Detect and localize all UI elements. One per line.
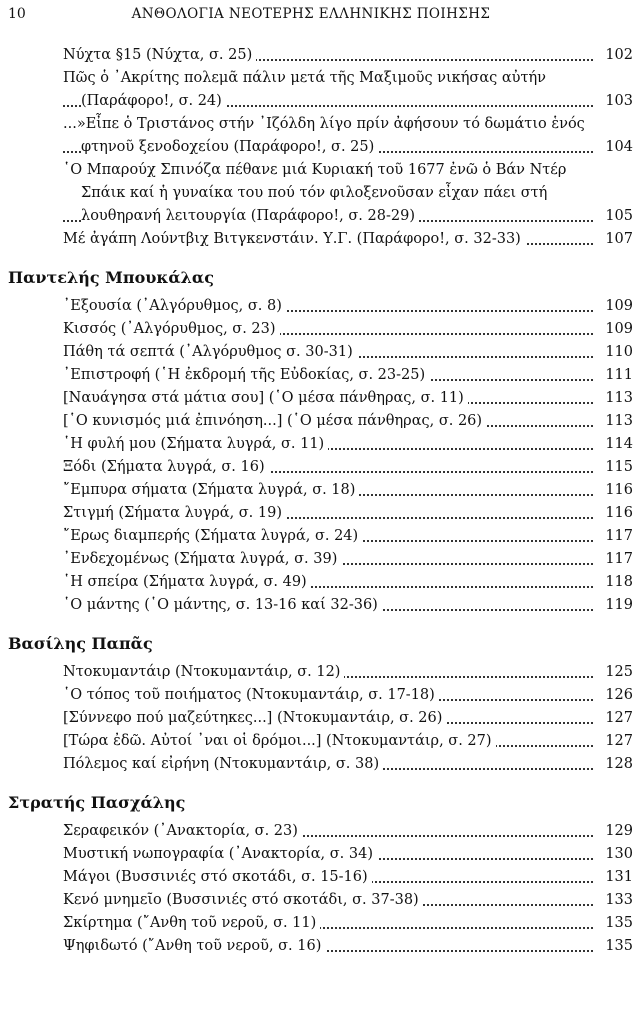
toc-entry bbox=[63, 571, 633, 594]
entry-title: ῎Εμπυρα σήματα (Σήματα λυγρά, σ. 18) bbox=[63, 482, 359, 498]
entry-page-number: 116 bbox=[601, 479, 633, 502]
entry-page-number: 111 bbox=[601, 364, 633, 387]
toc-entry bbox=[63, 912, 633, 935]
entry-page-number: 103 bbox=[601, 90, 633, 113]
entry-title: Ψηφιδωτό (῎Ανθη τοῦ νεροῦ, σ. 16) bbox=[63, 938, 325, 954]
entry-title: Σκίρτημα (῎Ανθη τοῦ νεροῦ, σ. 11) bbox=[63, 915, 320, 931]
toc-entry bbox=[63, 364, 633, 387]
entry-title: Μυστική νωπογραφία (᾿Ανακτορία, σ. 34) bbox=[63, 846, 377, 862]
toc-entry bbox=[63, 502, 633, 525]
toc-entry bbox=[63, 866, 633, 889]
entry-page-number: 115 bbox=[601, 456, 633, 479]
toc-entry bbox=[63, 730, 633, 753]
toc-entry bbox=[63, 594, 633, 617]
toc-entry bbox=[63, 159, 633, 228]
toc-entry bbox=[63, 433, 633, 456]
entry-page-number: 107 bbox=[601, 228, 633, 251]
toc-entry bbox=[63, 228, 633, 251]
toc-entry bbox=[63, 935, 633, 958]
toc-entry bbox=[63, 410, 633, 433]
toc-entry bbox=[63, 753, 633, 776]
entry-page-number: 113 bbox=[601, 410, 633, 433]
entry-page-number: 104 bbox=[601, 136, 633, 159]
entry-page-number: 126 bbox=[601, 684, 633, 707]
toc-entry bbox=[63, 67, 633, 113]
entry-title: Πόλεμος καί εἰρήνη (Ντοκυμαντάιρ, σ. 38) bbox=[63, 756, 383, 772]
entry-title: Κισσός (᾿Αλγόρυθμος, σ. 23) bbox=[63, 321, 280, 337]
toc-entry bbox=[63, 684, 633, 707]
book-title: ΑΝΘΟΛΟΓΙΑ ΝΕΟΤΕΡΗΣ ΕΛΛΗΝΙΚΗΣ ΠΟΙΗΣΗΣ bbox=[131, 6, 491, 22]
entry-title: [Σύννεφο πού μαζεύτηκες...] (Ντοκυμαντάιρ, σ. 26) bbox=[63, 710, 446, 726]
page-number: 10 bbox=[8, 6, 26, 22]
entry-page-number: 109 bbox=[601, 295, 633, 318]
entry-title: Μάγοι (Βυσσινιές στό σκοτάδι, σ. 15-16) bbox=[63, 869, 372, 885]
toc-entry bbox=[63, 525, 633, 548]
entry-page-number: 127 bbox=[601, 730, 633, 753]
running-head bbox=[8, 6, 614, 28]
entry-page-number: 127 bbox=[601, 707, 633, 730]
toc-entry bbox=[63, 318, 633, 341]
author-heading: Παντελής Μπουκάλας bbox=[8, 268, 214, 287]
toc-entry bbox=[63, 707, 633, 730]
entry-page-number: 109 bbox=[601, 318, 633, 341]
entry-page-number: 114 bbox=[601, 433, 633, 456]
entry-title: ῾Ο μάντης (῾Ο μάντης, σ. 13-16 καί 32-36) bbox=[63, 597, 382, 613]
entry-title: ῾Η φυλή μου (Σήματα λυγρά, σ. 11) bbox=[63, 436, 328, 452]
toc-entry bbox=[63, 295, 633, 318]
entry-page-number: 131 bbox=[601, 866, 633, 889]
toc-entry bbox=[63, 456, 633, 479]
entry-title: Πῶς ὁ ᾿Ακρίτης πολεμᾶ πάλιν μετά τῆς Μαξιμοῦς νικήσας αὐτήν (Παράφορο!, σ. 24) bbox=[63, 70, 546, 109]
entry-title: Πάθη τά σεπτά (᾿Αλγόρυθμος σ. 30-31) bbox=[63, 344, 357, 360]
entry-title: Ξόδι (Σήματα λυγρά, σ. 16) bbox=[63, 459, 269, 475]
toc-entry bbox=[63, 479, 633, 502]
entry-page-number: 125 bbox=[601, 661, 633, 684]
toc-entry bbox=[63, 548, 633, 571]
entry-title: [Τώρα ἐδῶ. Αὐτοί ᾿ναι οἱ δρόμοι...] (Ντοκυμαντάιρ, σ. 27) bbox=[63, 733, 496, 749]
entry-title: Στιγμή (Σήματα λυγρά, σ. 19) bbox=[63, 505, 286, 521]
entry-page-number: 135 bbox=[601, 935, 633, 958]
entry-title: ῾Ο Μπαρούχ Σπινόζα πέθανε μιά Κυριακή τοῦ 1677 ἐνῶ ὁ Βάν Ντέρ Σπάικ καί ἡ γυναίκα του πού τόν φιλοξενοῦσαν εἶχαν πάει στή λουθηρανή λειτουργία (Παράφορο!, σ. 28-29) bbox=[63, 162, 567, 224]
entry-page-number: 117 bbox=[601, 548, 633, 571]
entry-page-number: 133 bbox=[601, 889, 633, 912]
entry-page-number: 130 bbox=[601, 843, 633, 866]
toc-entry bbox=[63, 820, 633, 843]
entry-title: Σεραφεικόν (᾿Ανακτορία, σ. 23) bbox=[63, 823, 302, 839]
entry-page-number: 102 bbox=[601, 44, 633, 67]
entry-title: ...»Εἶπε ὁ Τριστάνος στήν ᾿Ιζόλδη λίγο πρίν ἀφήσουν τό δωμάτιο ἑνός φτηνοῦ ξενοδοχείου (Παράφορο!, σ. 25) bbox=[63, 116, 585, 155]
entry-title: Μέ ἀγάπη Λούντβιχ Βιτγκενστάιν. Υ.Γ. (Παράφορο!, σ. 32-33) bbox=[63, 231, 525, 247]
entry-page-number: 105 bbox=[601, 205, 633, 228]
entry-page-number: 113 bbox=[601, 387, 633, 410]
entry-page-number: 128 bbox=[601, 753, 633, 776]
entry-title: ᾿Επιστροφή (῾Η ἐκδρομή τῆς Εὐδοκίας, σ. 23-25) bbox=[63, 367, 429, 383]
entry-page-number: 116 bbox=[601, 502, 633, 525]
author-heading: Στρατής Πασχάλης bbox=[8, 793, 186, 812]
toc-entry bbox=[63, 661, 633, 684]
entry-title: ᾿Ενδεχομένως (Σήματα λυγρά, σ. 39) bbox=[63, 551, 341, 567]
entry-title: [῾Ο κυνισμός μιά ἐπινόηση...] (῾Ο μέσα πάνθηρας, σ. 26) bbox=[63, 413, 486, 429]
entry-page-number: 119 bbox=[601, 594, 633, 617]
entry-page-number: 117 bbox=[601, 525, 633, 548]
toc-entry bbox=[63, 113, 633, 159]
entry-title: [Ναυάγησα στά μάτια σου] (῾Ο μέσα πάνθηρας, σ. 11) bbox=[63, 390, 468, 406]
entry-title: ῾Η σπείρα (Σήματα λυγρά, σ. 49) bbox=[63, 574, 311, 590]
entry-title: Ντοκυμαντάιρ (Ντοκυμαντάιρ, σ. 12) bbox=[63, 664, 344, 680]
entry-page-number: 129 bbox=[601, 820, 633, 843]
table-of-contents bbox=[0, 44, 633, 958]
toc-entry bbox=[63, 843, 633, 866]
toc-entry bbox=[63, 44, 633, 67]
entry-page-number: 118 bbox=[601, 571, 633, 594]
entry-title: Κενό μνημεῖο (Βυσσινιές στό σκοτάδι, σ. 37-38) bbox=[63, 892, 423, 908]
entry-title: ᾿Εξουσία (᾿Αλγόρυθμος, σ. 8) bbox=[63, 298, 286, 314]
toc-entry bbox=[63, 341, 633, 364]
entry-page-number: 135 bbox=[601, 912, 633, 935]
author-heading: Βασίλης Παπᾶς bbox=[8, 634, 153, 653]
entry-page-number: 110 bbox=[601, 341, 633, 364]
toc-entry bbox=[63, 889, 633, 912]
entry-title: ῾Ο τόπος τοῦ ποιήματος (Ντοκυμαντάιρ, σ. 17-18) bbox=[63, 687, 439, 703]
entry-title: Νύχτα §15 (Νύχτα, σ. 25) bbox=[63, 47, 256, 63]
entry-title: ῎Ερως διαμπερής (Σήματα λυγρά, σ. 24) bbox=[63, 528, 362, 544]
toc-entry bbox=[63, 387, 633, 410]
